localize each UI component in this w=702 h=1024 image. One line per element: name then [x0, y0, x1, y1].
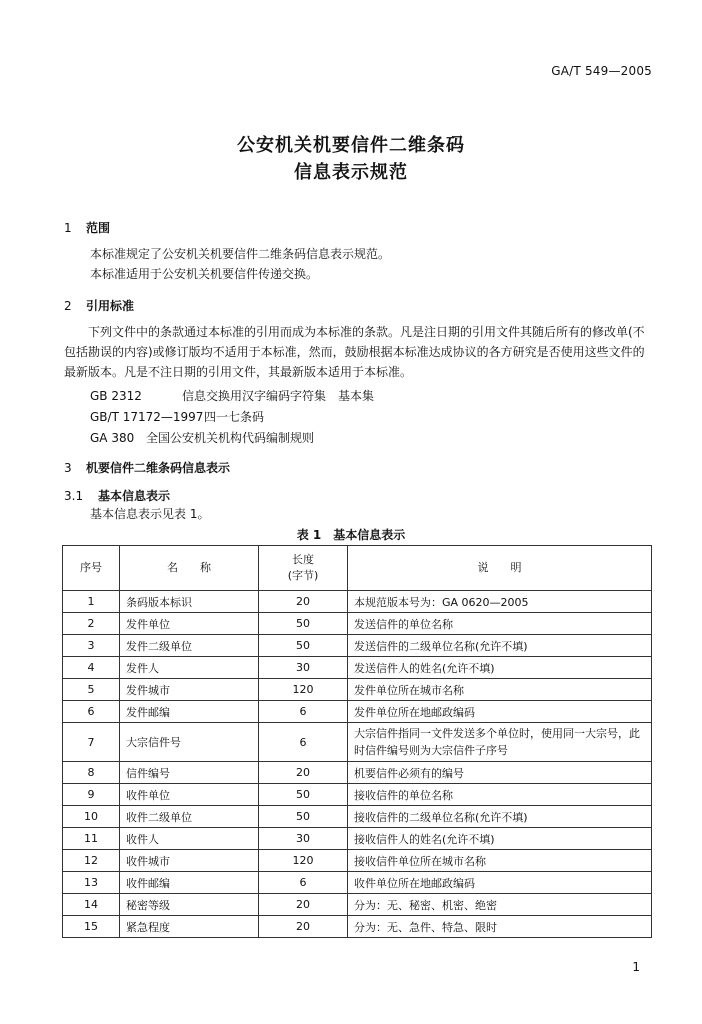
cell-length: 30	[259, 828, 348, 850]
cell-desc: 分为：无、急件、特急、限时	[348, 916, 652, 938]
section-title: 范围	[86, 221, 111, 235]
reference-title: 信息交换用汉字编码字符集 基本集	[182, 389, 375, 403]
cell-desc: 收件单位所在地邮政编码	[348, 872, 652, 894]
doc-title: 公安机关机要信件二维条码	[237, 135, 465, 156]
table-row	[63, 784, 652, 806]
cell-desc: 接收信件单位所在城市名称	[348, 850, 652, 872]
table-row	[63, 657, 652, 679]
cell-name: 收件二级单位	[120, 806, 259, 828]
reference-code: GA 380	[90, 431, 135, 445]
cell-name: 收件人	[120, 828, 259, 850]
cell-num: 2	[63, 613, 120, 635]
cell-length: 6	[259, 872, 348, 894]
cell-name: 信件编号	[120, 762, 259, 784]
cell-num: 11	[63, 828, 120, 850]
table-caption: 表 1 基本信息表示	[296, 528, 406, 542]
cell-desc: 接收信件人的姓名(允许不填)	[348, 828, 652, 850]
header-name: 名 称	[120, 546, 259, 591]
cell-num: 6	[63, 701, 120, 723]
subsection-heading-basic	[64, 487, 170, 504]
section-number: 2	[64, 299, 72, 313]
cell-num: 1	[63, 591, 120, 613]
cell-name: 秘密等级	[120, 894, 259, 916]
cell-length: 6	[259, 723, 348, 762]
table-row	[63, 613, 652, 635]
header-length-line1: 长度	[292, 553, 314, 566]
section-title: 基本信息表示	[98, 489, 171, 503]
cell-name: 收件单位	[120, 784, 259, 806]
cell-length: 20	[259, 591, 348, 613]
table-row	[63, 828, 652, 850]
table-row	[63, 894, 652, 916]
reference-item	[90, 387, 374, 404]
cell-desc: 机要信件必须有的编号	[348, 762, 652, 784]
cell-num: 12	[63, 850, 120, 872]
section-number: 3	[64, 461, 72, 475]
cell-name: 大宗信件号	[120, 723, 259, 762]
cell-desc: 分为：无、秘密、机密、绝密	[348, 894, 652, 916]
section-heading-scope	[64, 219, 110, 236]
cell-num: 3	[63, 635, 120, 657]
cell-num: 8	[63, 762, 120, 784]
cell-desc: 发件单位所在城市名称	[348, 679, 652, 701]
table-row	[63, 591, 652, 613]
cell-length: 50	[259, 784, 348, 806]
cell-num: 5	[63, 679, 120, 701]
table-row	[63, 701, 652, 723]
table-row	[63, 850, 652, 872]
table-row	[63, 916, 652, 938]
section-heading-references	[64, 297, 134, 314]
reference-item	[90, 429, 314, 446]
cell-length: 50	[259, 635, 348, 657]
section-number: 3.1	[64, 489, 84, 503]
cell-name: 发件二级单位	[120, 635, 259, 657]
cell-length: 120	[259, 679, 348, 701]
table-row	[63, 762, 652, 784]
header-length	[259, 546, 348, 591]
cell-num: 14	[63, 894, 120, 916]
table-row	[63, 723, 652, 762]
cell-desc: 接收信件的单位名称	[348, 784, 652, 806]
section-heading-representation	[64, 459, 230, 476]
cell-num: 9	[63, 784, 120, 806]
cell-num: 13	[63, 872, 120, 894]
page-number: 1	[632, 960, 640, 974]
cell-num: 7	[63, 723, 120, 762]
reference-code: GB/T 17172—1997	[90, 410, 204, 424]
cell-desc: 本规范版本号为：GA 0620—2005	[348, 591, 652, 613]
cell-length: 20	[259, 762, 348, 784]
basic-info-table	[62, 545, 652, 938]
cell-name: 发件城市	[120, 679, 259, 701]
standard-code: GA/T 549—2005	[551, 64, 652, 78]
cell-name: 条码版本标识	[120, 591, 259, 613]
cell-length: 6	[259, 701, 348, 723]
basic-paragraph: 基本信息表示见表 1。	[90, 507, 210, 521]
cell-desc: 发件单位所在地邮政编码	[348, 701, 652, 723]
scope-paragraph-1: 本标准规定了公安机关机要信件二维条码信息表示规范。	[90, 247, 391, 261]
cell-length: 120	[259, 850, 348, 872]
cell-length: 30	[259, 657, 348, 679]
cell-length: 50	[259, 613, 348, 635]
cell-num: 4	[63, 657, 120, 679]
cell-length: 50	[259, 806, 348, 828]
cell-desc: 发送信件的二级单位名称(允许不填)	[348, 635, 652, 657]
reference-code: GB 2312	[90, 389, 142, 403]
cell-num: 10	[63, 806, 120, 828]
cell-desc: 发送信件人的姓名(允许不填)	[348, 657, 652, 679]
doc-subtitle: 信息表示规范	[294, 162, 408, 183]
section-number: 1	[64, 221, 72, 235]
header-desc: 说 明	[348, 546, 652, 591]
section-title: 机要信件二维条码信息表示	[86, 461, 231, 475]
reference-title: 全国公安机关机构代码编制规则	[146, 431, 315, 445]
reference-title: 四一七条码	[204, 410, 265, 424]
header-num: 序号	[63, 546, 120, 591]
reference-item	[90, 408, 264, 425]
cell-name: 收件城市	[120, 850, 259, 872]
cell-length: 20	[259, 894, 348, 916]
header-length-line2: (字节)	[287, 569, 319, 582]
cell-name: 收件邮编	[120, 872, 259, 894]
table-header-row	[63, 546, 652, 591]
table-row	[63, 872, 652, 894]
cell-desc: 大宗信件指同一文件发送多个单位时，使用同一大宗号，此时信件编号则为大宗信件子序号	[348, 723, 652, 762]
references-paragraph: 下列文件中的条款通过本标准的引用而成为本标准的条款。凡是注日期的引用文件其随后所有的修改单(不包括勘误的内容)或修订版均不适用于本标准，然而，鼓励根据本标准达成协议的各方研究是否使用这些文件的最新版本。凡是不注日期的引用文件，其最新版本适用于本标准。	[64, 325, 645, 379]
section-title: 引用标准	[86, 299, 135, 313]
table-row	[63, 679, 652, 701]
cell-name: 发件邮编	[120, 701, 259, 723]
table-row	[63, 635, 652, 657]
cell-name: 紧急程度	[120, 916, 259, 938]
cell-name: 发件人	[120, 657, 259, 679]
scope-paragraph-2: 本标准适用于公安机关机要信件传递交换。	[90, 267, 319, 281]
cell-name: 发件单位	[120, 613, 259, 635]
cell-desc: 发送信件的单位名称	[348, 613, 652, 635]
cell-num: 15	[63, 916, 120, 938]
table-row	[63, 806, 652, 828]
cell-desc: 接收信件的二级单位名称(允许不填)	[348, 806, 652, 828]
cell-length: 20	[259, 916, 348, 938]
